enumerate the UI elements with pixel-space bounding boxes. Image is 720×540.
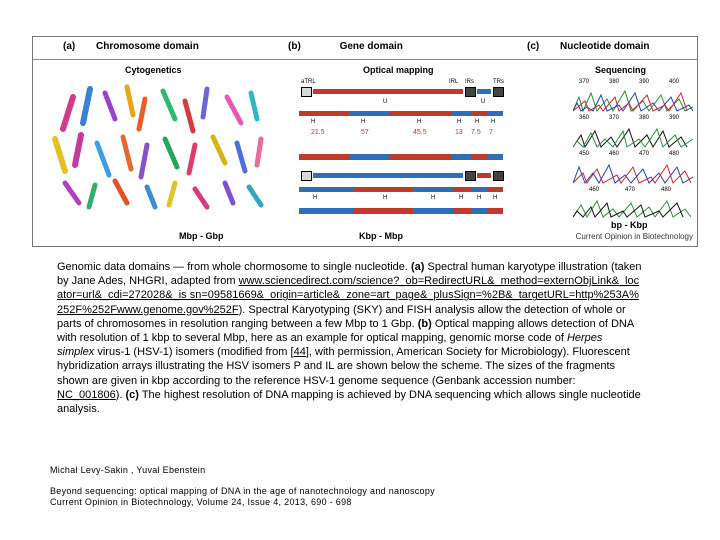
panel-a-letter: (a) (63, 41, 76, 52)
fragment-size-2: 57 (361, 129, 369, 136)
trace1-tick-1: 370 (579, 79, 590, 85)
trace-3 (573, 159, 693, 185)
fragment-size-6: 7 (489, 129, 493, 136)
caption-text-a: Spectral human karyotype illustration (taken by Jane Ades, NHGRI, adapted from (57, 261, 642, 288)
map-bottom-red-segment (477, 173, 491, 178)
caption-intro: Genomic data domains — from whole chormosome to single nucleotide. (57, 261, 408, 273)
trace2-tick-1: 360 (579, 115, 590, 121)
caption-label-c: (c) (125, 388, 139, 401)
panel-c-subtitle: Sequencing (595, 65, 647, 75)
trace-4 (573, 195, 693, 219)
fluorescent-array-1 (299, 147, 505, 167)
authors: Michal Levy-Sakin , Yuval Ebenstein (50, 465, 206, 475)
trace3-tick-3: 470 (639, 151, 650, 157)
panel-b-subtitle: Optical mapping (363, 65, 434, 75)
panel-c-scale: bp - Kbp (611, 220, 648, 230)
map-h-label-6: H (491, 119, 496, 125)
fluorescent-array-2 (299, 203, 505, 219)
panel-c-header (527, 41, 649, 57)
trace2-tick-3: 380 (639, 115, 650, 121)
caption-text-a2: ). Spectral Karyotyping (SKY) and FISH analysis allow the detection of whole or parts of chromosomes in resolution ranging between a few Mbp to 1 Gbp. (57, 303, 626, 330)
karyotype-image (35, 79, 279, 213)
panel-b-title: Gene domain (339, 41, 403, 52)
panel-a-header (63, 41, 199, 57)
map-bottom-mid-box (465, 171, 476, 181)
citation-journal: Current Opinion in Biotechnology, Volume 24, Issue 4, 2013, 690 - 698 (50, 497, 352, 507)
map-top-left-label: aTRL (301, 79, 316, 85)
trace-1 (573, 87, 693, 113)
map-segment-3 (389, 111, 451, 116)
header-divider (33, 59, 697, 60)
map-segment-5 (471, 111, 487, 116)
map-h-label-4: H (457, 119, 462, 125)
map-b-h-label-4: H (459, 195, 464, 201)
genome-gov-link[interactable]: www.sciencedirect.com/science?_ob=RedirectURL&_method=externObjLink&_locator=url&_cdi=272028&_is sn=09581669&_origin=article&_zone=art_page&_plusSign=%2B&_targetURL=http%253A%252F%252Fwww.genome.gov%252F (57, 275, 640, 316)
fragment-size-3: 45.5 (413, 129, 427, 136)
figure-caption (57, 260, 642, 416)
trace-2 (573, 123, 693, 149)
map-b-segment-3 (413, 187, 453, 192)
caption-virus-name: Herpes simplex (57, 332, 603, 359)
map-b-segment-2 (353, 187, 413, 192)
map-h-label-2: H (361, 119, 366, 125)
map-h-label-3: H (417, 119, 422, 125)
trace1-tick-3: 390 (639, 79, 650, 85)
map-b-segment-1 (299, 187, 353, 192)
fragment-size-1: 21.5 (311, 129, 325, 136)
map-segment-2 (349, 111, 389, 116)
trace4-tick-1: 460 (589, 187, 600, 193)
map-h-label-5: H (475, 119, 480, 125)
fragment-size-4: 13 (455, 129, 463, 136)
map-b-segment-6 (487, 187, 503, 192)
map-b-h-label-5: H (477, 195, 482, 201)
caption-text-b2: virus-1 (HSV-1) isomers (modified from [ (97, 346, 294, 359)
panel-b-scale: Kbp - Mbp (359, 231, 403, 241)
panel-c-title: Nucleotide domain (560, 41, 650, 52)
sequencing-traces (573, 79, 693, 219)
caption-text-b4: ). (115, 388, 123, 401)
map-top-right-box (493, 87, 504, 97)
caption-label-b: (b) (417, 317, 432, 330)
map-top-right-label: TRs (493, 79, 504, 85)
caption-text-b3: ], with permission, American Society for Microbiology). Fluorescent hybridization arrays illustrating the HSV isomers P and IL are shown below the scheme. The sizes of the fragments shown are given in kbp according to the reference HSV-1 genome sequence (Genbank accession number: (57, 346, 630, 387)
map-top-us-label: U (481, 99, 486, 105)
trace3-tick-2: 460 (609, 151, 620, 157)
map-top-irl-label: IRL (449, 79, 459, 85)
panel-a-title: Chromosome domain (96, 41, 199, 52)
map-top-u-label: U (383, 99, 388, 105)
citation-title: Beyond sequencing: optical mapping of DNA in the age of nanotechnology and nanoscopy (50, 486, 435, 496)
map-segment-4 (451, 111, 471, 116)
map-bottom-blue-bar (313, 173, 463, 178)
reference-44-link[interactable]: 44 (293, 346, 306, 359)
map-segment-1 (299, 111, 349, 116)
map-top-red-bar (313, 89, 463, 94)
map-b-segment-4 (453, 187, 471, 192)
map-b-h-label-6: H (493, 195, 498, 201)
trace1-tick-4: 400 (669, 79, 680, 85)
map-b-h-label-2: H (383, 195, 388, 201)
map-b-h-label-3: H (431, 195, 436, 201)
trace1-tick-2: 380 (609, 79, 620, 85)
map-top-irs-label: IRs (465, 79, 474, 85)
map-top-blue-segment (477, 89, 491, 94)
map-top-left-box (301, 87, 312, 97)
trace4-tick-3: 480 (661, 187, 672, 193)
trace2-tick-2: 370 (609, 115, 620, 121)
map-bottom-right-box (493, 171, 504, 181)
genbank-accession-link[interactable]: NC_001806 (57, 388, 116, 401)
panel-b-header (288, 41, 403, 57)
map-b-segment-5 (471, 187, 487, 192)
trace4-tick-2: 470 (625, 187, 636, 193)
caption-text-b: Optical mapping allows detection of DNA with resolution of 1 kbp to several Mbp, here as an example for optical mapping, genomic morse code of (57, 317, 634, 345)
trace3-tick-1: 450 (579, 151, 590, 157)
caption-text-c: The highest resolution of DNA mapping is achieved by DNA sequencing which allows single nucleotide analysis. (57, 388, 641, 416)
map-top-mid-box (465, 87, 476, 97)
map-bottom-left-box (301, 171, 312, 181)
figure-credit: Current Opinion in Biotechnology (575, 232, 693, 241)
trace3-tick-4: 480 (669, 151, 680, 157)
map-segment-6 (487, 111, 503, 116)
map-b-h-label-1: H (313, 195, 318, 201)
optical-map-top (299, 79, 505, 145)
panel-b-letter: (b) (288, 41, 301, 52)
panel-c-letter: (c) (527, 41, 540, 52)
figure (32, 36, 698, 247)
fragment-size-5: 7.5 (471, 129, 481, 136)
map-h-label-1: H (311, 119, 316, 125)
caption-label-a: (a) (411, 261, 425, 273)
panel-a-subtitle: Cytogenetics (125, 65, 182, 75)
panel-a-scale: Mbp - Gbp (179, 231, 224, 241)
trace2-tick-4: 390 (669, 115, 680, 121)
